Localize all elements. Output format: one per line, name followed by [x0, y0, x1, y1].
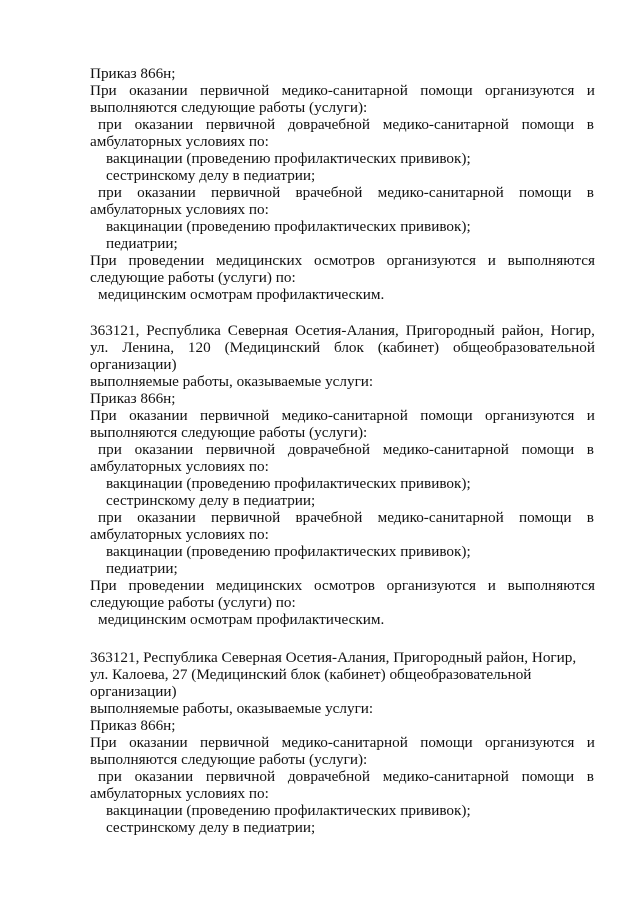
justified-line [98, 184, 594, 202]
word: (кабинет) [377, 339, 440, 356]
word: организуются [386, 577, 477, 594]
word: в [586, 116, 594, 133]
address-line: 363121, Республика Северная Осетия-Алания, Пригородный район, Ногир, [90, 649, 577, 666]
word: медико-санитарной [382, 768, 509, 785]
word: медико-санитарной [377, 184, 504, 201]
word: проведении [128, 577, 205, 594]
word: при [98, 509, 122, 526]
text-line: амбулаторных условиях по: [90, 458, 269, 475]
word: организуются [485, 734, 575, 751]
word: при [98, 441, 122, 458]
text-line: амбулаторных условиях по: [90, 785, 269, 802]
word: медико-санитарной [382, 116, 509, 133]
word: помощи [519, 509, 572, 526]
word: организуются [485, 407, 575, 424]
word: Северная [227, 322, 289, 339]
word: в [586, 768, 594, 785]
justified-line [98, 116, 594, 134]
justified-line [98, 509, 594, 527]
word: помощи [420, 82, 473, 99]
section-label: выполняемые работы, оказываемые услуги: [90, 373, 374, 390]
address-line [90, 322, 595, 340]
word: первичной [205, 116, 276, 133]
justified-line [90, 252, 595, 270]
list-item: вакцинации (проведению профилактических прививок); [106, 802, 471, 819]
list-item: медицинским осмотрам профилактическим. [98, 611, 385, 628]
word: При [90, 577, 117, 594]
list-item: вакцинации (проведению профилактических прививок); [106, 218, 471, 235]
word: 363121, [90, 322, 140, 339]
word: (Медицинский [224, 339, 321, 356]
word: оказании [134, 441, 194, 458]
word: доврачебной [287, 116, 371, 133]
word: медицинских [216, 577, 303, 594]
justified-line [90, 82, 595, 100]
word: первичной [205, 441, 276, 458]
list-item: вакцинации (проведению профилактических прививок); [106, 150, 471, 167]
word: первичной [210, 509, 281, 526]
text-line: амбулаторных условиях по: [90, 201, 269, 218]
word: медико-санитарной [281, 407, 408, 424]
word: в [586, 441, 594, 458]
word: при [98, 116, 122, 133]
word: помощи [519, 184, 572, 201]
word: доврачебной [287, 441, 371, 458]
word: в [586, 184, 594, 201]
word: общеобразовательной [453, 339, 595, 356]
list-item: сестринскому делу в педиатрии; [106, 819, 316, 836]
word: 120 [187, 339, 211, 356]
word: при [98, 184, 122, 201]
word: оказании [129, 82, 188, 99]
word: оказании [129, 734, 188, 751]
word: осмотров [313, 577, 375, 594]
justified-line [90, 407, 595, 425]
word: выполняются [507, 577, 595, 594]
word: врачебной [295, 509, 363, 526]
word: и [487, 577, 496, 594]
word: при [98, 768, 122, 785]
word: медико-санитарной [281, 734, 408, 751]
word: оказании [134, 768, 194, 785]
word: помощи [420, 407, 473, 424]
address-line: организации) [90, 683, 177, 700]
order-reference: Приказ 866н; [90, 717, 176, 734]
word: проведении [128, 252, 205, 269]
list-item: педиатрии; [106, 560, 178, 577]
word: медико-санитарной [281, 82, 408, 99]
word: и [586, 734, 595, 751]
address-line: ул. Калоева, 27 (Медицинский блок (кабинет) общеобразовательной [90, 666, 532, 683]
word: район, [501, 322, 544, 339]
word: Республика [146, 322, 221, 339]
word: врачебной [295, 184, 363, 201]
word: помощи [420, 734, 473, 751]
word: При [90, 407, 117, 424]
word: доврачебной [287, 768, 371, 785]
word: и [586, 407, 595, 424]
word: и [487, 252, 496, 269]
word: медико-санитарной [382, 441, 509, 458]
word: осмотров [313, 252, 375, 269]
section-label: выполняемые работы, оказываемые услуги: [90, 700, 374, 717]
word: организуются [485, 82, 575, 99]
list-item: вакцинации (проведению профилактических прививок); [106, 475, 471, 492]
word: блок [333, 339, 364, 356]
list-item: медицинским осмотрам профилактическим. [98, 286, 385, 303]
word: При [90, 734, 117, 751]
justified-line [98, 768, 594, 786]
word: ул. [90, 339, 109, 356]
order-reference: Приказ 866н; [90, 390, 176, 407]
word: и [586, 82, 595, 99]
justified-line [90, 734, 595, 752]
word: первичной [200, 82, 270, 99]
justified-line [90, 577, 595, 595]
text-line: выполняются следующие работы (услуги): [90, 424, 368, 441]
list-item: педиатрии; [106, 235, 178, 252]
word: первичной [200, 734, 270, 751]
word: оказании [134, 116, 194, 133]
text-line: амбулаторных условиях по: [90, 526, 269, 543]
address-line [90, 339, 595, 357]
list-item: вакцинации (проведению профилактических прививок); [106, 543, 471, 560]
word: оказании [129, 407, 188, 424]
word: в [586, 509, 594, 526]
word: При [90, 82, 117, 99]
text-line: следующие работы (услуги) по: [90, 594, 296, 611]
text-line: выполняются следующие работы (услуги): [90, 751, 368, 768]
word: Осетия-Алания, [295, 322, 399, 339]
list-item: сестринскому делу в педиатрии; [106, 492, 316, 509]
word: медицинских [216, 252, 303, 269]
justified-line [98, 441, 594, 459]
word: первичной [205, 768, 276, 785]
address-line: организации) [90, 356, 177, 373]
word: первичной [210, 184, 281, 201]
text-line: следующие работы (услуги) по: [90, 269, 296, 286]
word: При [90, 252, 117, 269]
word: оказании [137, 509, 196, 526]
word: выполняются [507, 252, 595, 269]
word: Ногир, [550, 322, 595, 339]
word: Пригородный [405, 322, 495, 339]
word: оказании [137, 184, 196, 201]
text-line: выполняются следующие работы (услуги): [90, 99, 368, 116]
word: организуются [386, 252, 477, 269]
word: первичной [200, 407, 270, 424]
word: Ленина, [122, 339, 175, 356]
word: помощи [521, 768, 575, 785]
text-line: амбулаторных условиях по: [90, 133, 269, 150]
order-reference: Приказ 866н; [90, 65, 176, 82]
list-item: сестринскому делу в педиатрии; [106, 167, 316, 184]
word: медико-санитарной [377, 509, 504, 526]
word: помощи [521, 441, 575, 458]
word: помощи [521, 116, 575, 133]
